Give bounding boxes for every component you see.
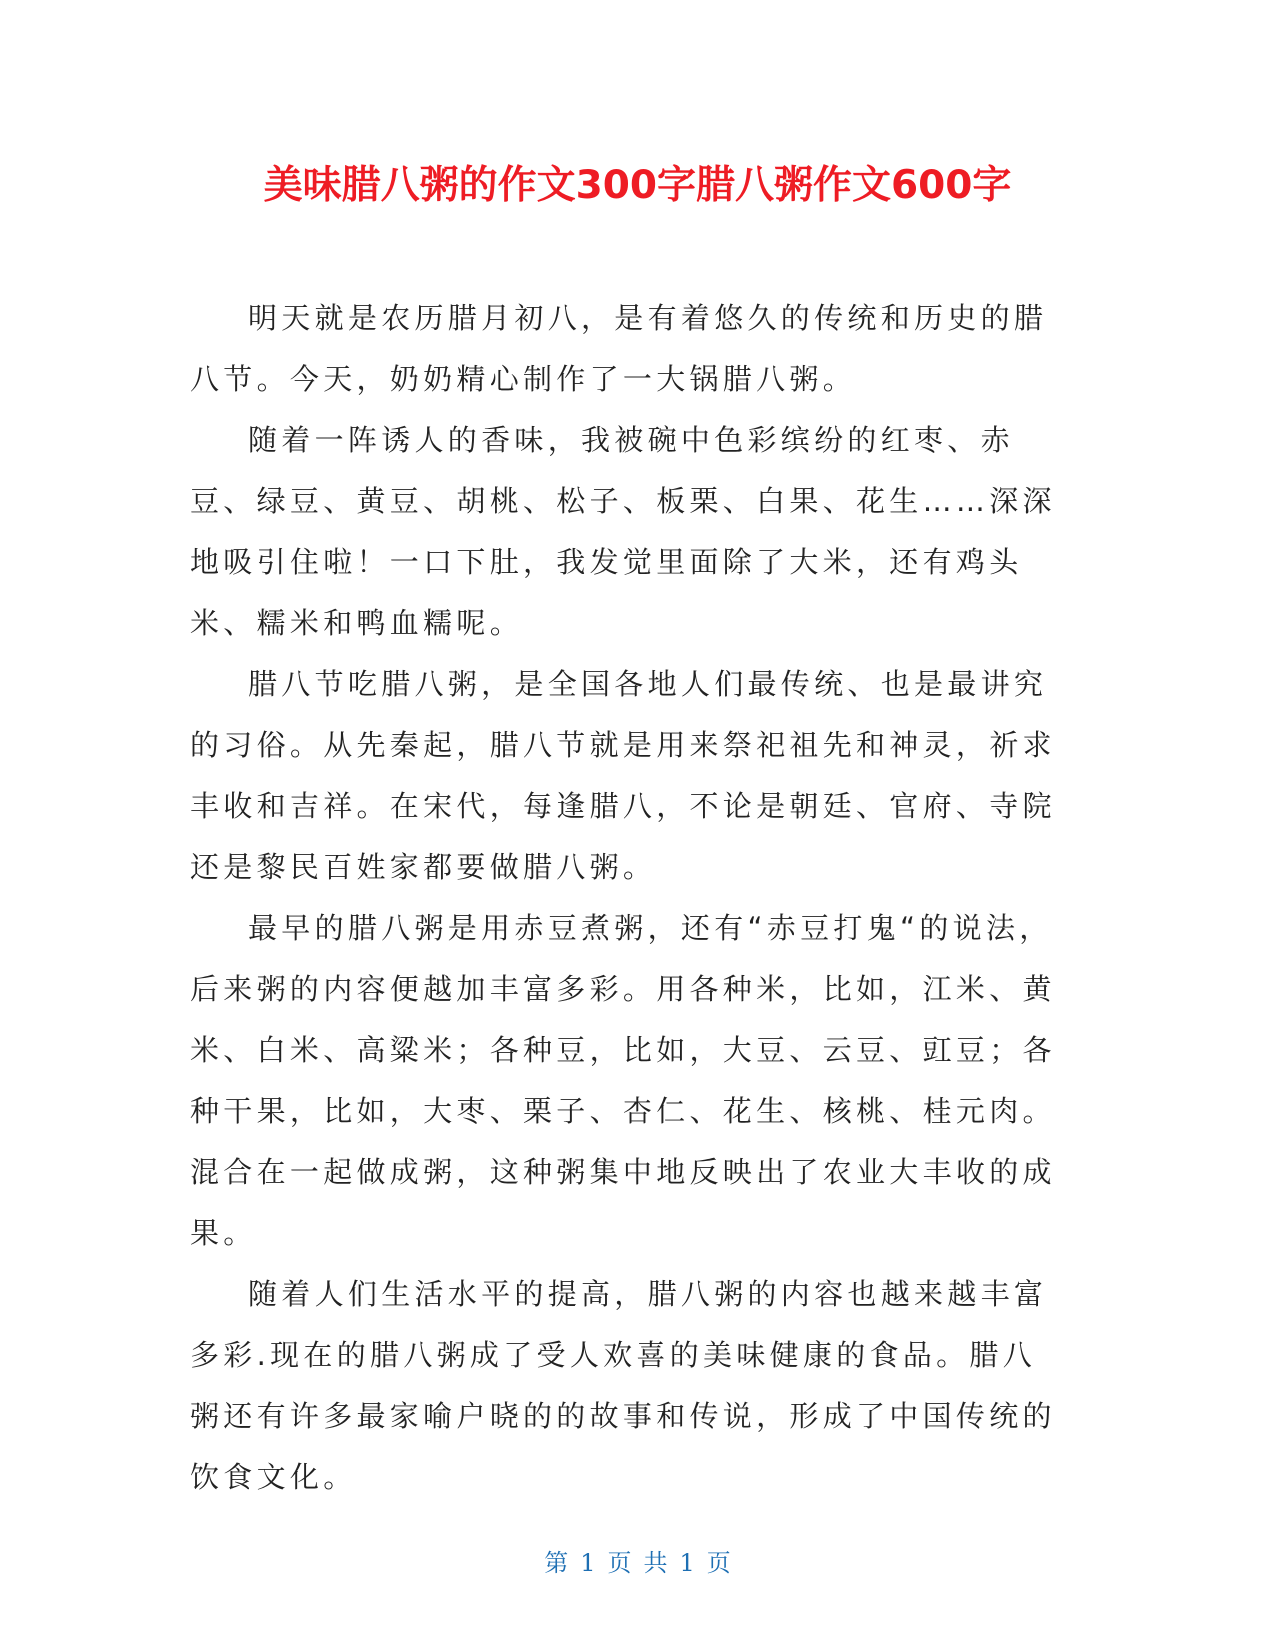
footer-total-word: 共 [643,1549,668,1577]
document-body [190,288,1066,1508]
paragraph: 明天就是农历腊月初八，是有着悠久的传统和历史的腊八节。今天，奶奶精心制作了一大锅腊八粥。 [190,301,1048,396]
paragraph: 随着人们生活水平的提高，腊八粥的内容也越来越丰富多彩.现在的腊八粥成了受人欢喜的美味健康的食品。腊八粥还有许多最家喻户晓的的故事和传说，形成了中国传统的饮食文化。 [190,1277,1056,1494]
paragraph: 最早的腊八粥是用赤豆煮粥，还有“赤豆打鬼“的说法，后来粥的内容便越加丰富多彩。用各种米，比如，江米、黄米、白米、高粱米；各种豆，比如，大豆、云豆、豇豆；各种干果，比如，大枣、栗子、杏仁、花生、核桃、桂元肉。混合在一起做成粥，这种粥集中地反映出了农业大丰收的成果。 [190,911,1056,1250]
page-footer [0,1547,1275,1579]
document-title: 美味腊八粥的作文300字腊八粥作文600字 [263,163,1012,208]
footer-page-unit: 页 [607,1549,632,1577]
footer-page-word: 第 [544,1549,569,1577]
footer-page-number: 1 [580,1549,596,1577]
paragraph: 随着一阵诱人的香味，我被碗中色彩缤纷的红枣、赤豆、绿豆、黄豆、胡桃、松子、板栗、白果、花生……深深地吸引住啦！一口下肚，我发觉里面除了大米，还有鸡头米、糯米和鸭血糯呢。 [190,423,1056,640]
footer-total-unit: 页 [706,1549,731,1577]
paragraph: 腊八节吃腊八粥，是全国各地人们最传统、也是最讲究的习俗。从先秦起，腊八节就是用来祭祀祖先和神灵，祈求丰收和吉祥。在宋代，每逢腊八，不论是朝廷、官府、寺院还是黎民百姓家都要做腊八粥。 [190,667,1056,884]
footer-total-number: 1 [679,1549,695,1577]
